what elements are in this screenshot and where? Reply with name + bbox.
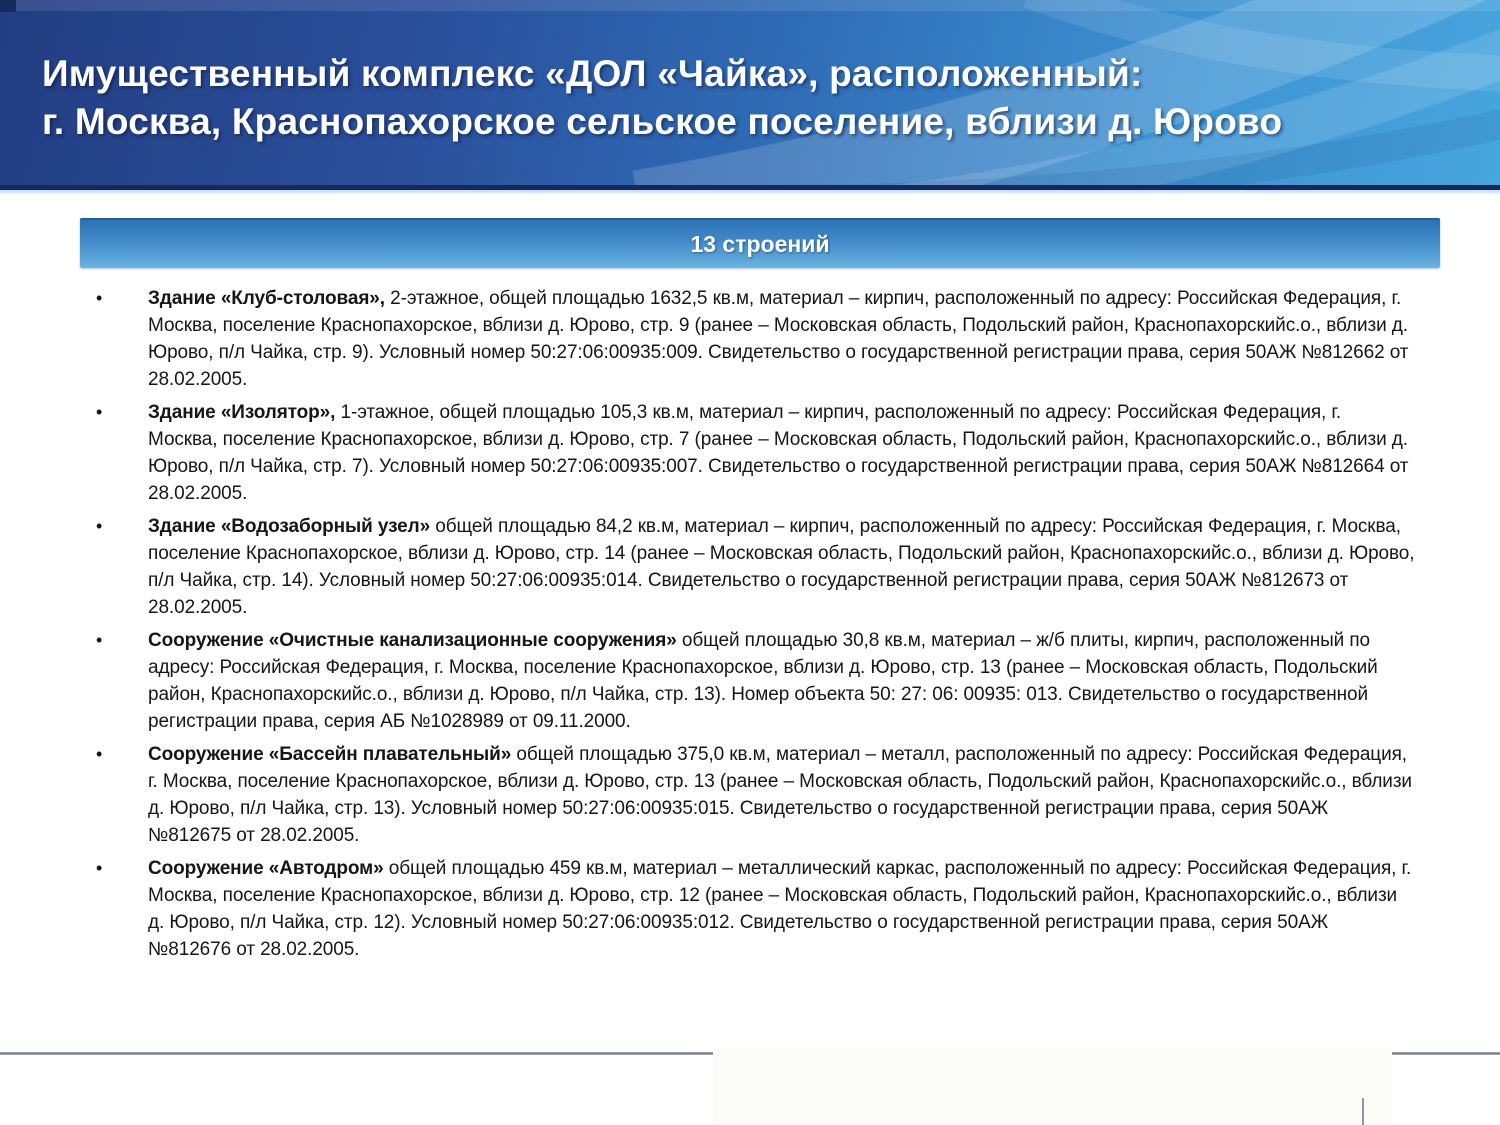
page-title-line2: г. Москва, Краснопахорское сельское поселение, вблизи д. Юрово bbox=[42, 101, 1283, 142]
building-details: 1-этажное, общей площадью 105,3 кв.м, материал – кирпич, расположенный по адресу: Российская Федерация, г. Москва, поселение Краснопахорское, вблизи д. Юрово, стр. 7 (ранее – Московская область, Подольский район, Краснопахорскийс.о., вблизи д. Юрово, п/л Чайка, стр. 7). Условный номер 50:27:06:00935:007. Свидетельство о государственной регистрации права, серия 50АЖ №812664 от 28.02.2005. bbox=[148, 402, 1409, 504]
header-underglow bbox=[0, 190, 1500, 194]
page-title-line1: Имущественный комплекс «ДОЛ «Чайка», расположенный: bbox=[42, 53, 1143, 94]
slide-header bbox=[0, 0, 1500, 190]
building-details: общей площадью 84,2 кв.м, материал – кирпич, расположенный по адресу: Российская Федерация, г. Москва, поселение Краснопахорское, вблизи д. Юрово, стр. 14 (ранее – Московская область, Подольский район, Краснопахорскийс.о., вблизи д. Юрово, п/л Чайка, стр. 14). Условный номер 50:27:06:00935:014. Свидетельство о государственной регистрации права, серия 50АЖ №812673 от 28.02.2005. bbox=[148, 516, 1415, 618]
footer-placeholder-block bbox=[713, 1048, 1392, 1125]
footer-tick-mark bbox=[1362, 1098, 1364, 1125]
list-item bbox=[148, 399, 1415, 507]
building-name: Сооружение «Очистные канализационные сооружения» bbox=[148, 630, 677, 651]
buildings-count-label: 13 строений bbox=[690, 230, 830, 257]
building-details: общей площадью 459 кв.м, материал – металлический каркас, расположенный по адресу: Российская Федерация, г. Москва, поселение Краснопахорское, вблизи д. Юрово, стр. 12 (ранее – Московская область, Подольский район, Краснопахорскийс.о., вблизи д. Юрово, п/л Чайка, стр. 12). Условный номер 50:27:06:00935:012. Свидетельство о государственной регистрации права, серия 50АЖ №812676 от 28.02.2005. bbox=[148, 858, 1412, 960]
building-details: общей площадью 30,8 кв.м, материал – ж/б плиты, кирпич, расположенный по адресу: Российская Федерация, г. Москва, поселение Краснопахорское, вблизи д. Юрово, стр. 13 (ранее – Московская область, Подольский район, Краснопахорскийс.о., вблизи д. Юрово, п/л Чайка, стр. 13). Номер объекта 50: 27: 06: 00935: 013. Свидетельство о государственной регистрации права, серия АБ №1028989 от 09.11.2000. bbox=[148, 630, 1378, 732]
page-title bbox=[0, 0, 1500, 146]
building-details: общей площадью 375,0 кв.м, материал – металл, расположенный по адресу: Российская Федерация, г. Москва, поселение Краснопахорское, вблизи д. Юрово, стр. 13 (ранее – Московская область, Подольский район, Краснопахорскийс.о., вблизи д. Юрово, п/л Чайка, стр. 13). Условный номер 50:27:06:00935:015. Свидетельство о государственной регистрации права, серия 50АЖ №812675 от 28.02.2005. bbox=[148, 744, 1412, 846]
list-item bbox=[148, 855, 1415, 963]
list-item bbox=[148, 513, 1415, 621]
building-details: 2-этажное, общей площадью 1632,5 кв.м, материал – кирпич, расположенный по адресу: Российская Федерация, г. Москва, поселение Краснопахорское, вблизи д. Юрово, стр. 9 (ранее – Московская область, Подольский район, Краснопахорскийс.о., вблизи д. Юрово, п/л Чайка, стр. 9). Условный номер 50:27:06:00935:009. Свидетельство о государственной регистрации права, серия 50АЖ №812662 от 28.02.2005. bbox=[148, 288, 1409, 390]
building-name: Сооружение «Бассейн плавательный» bbox=[148, 744, 512, 765]
footer-rule-left bbox=[0, 1052, 713, 1055]
building-name: Сооружение «Автодром» bbox=[148, 858, 384, 879]
buildings-count-banner bbox=[80, 218, 1440, 268]
list-item bbox=[148, 285, 1415, 393]
list-item bbox=[148, 627, 1415, 735]
footer-rule-right bbox=[1392, 1052, 1500, 1055]
building-name: Здание «Клуб-столовая», bbox=[148, 288, 385, 309]
buildings-list bbox=[0, 285, 1500, 963]
building-name: Здание «Водозаборный узел» bbox=[148, 516, 431, 537]
building-name: Здание «Изолятор», bbox=[148, 402, 336, 423]
list-item bbox=[148, 741, 1415, 849]
